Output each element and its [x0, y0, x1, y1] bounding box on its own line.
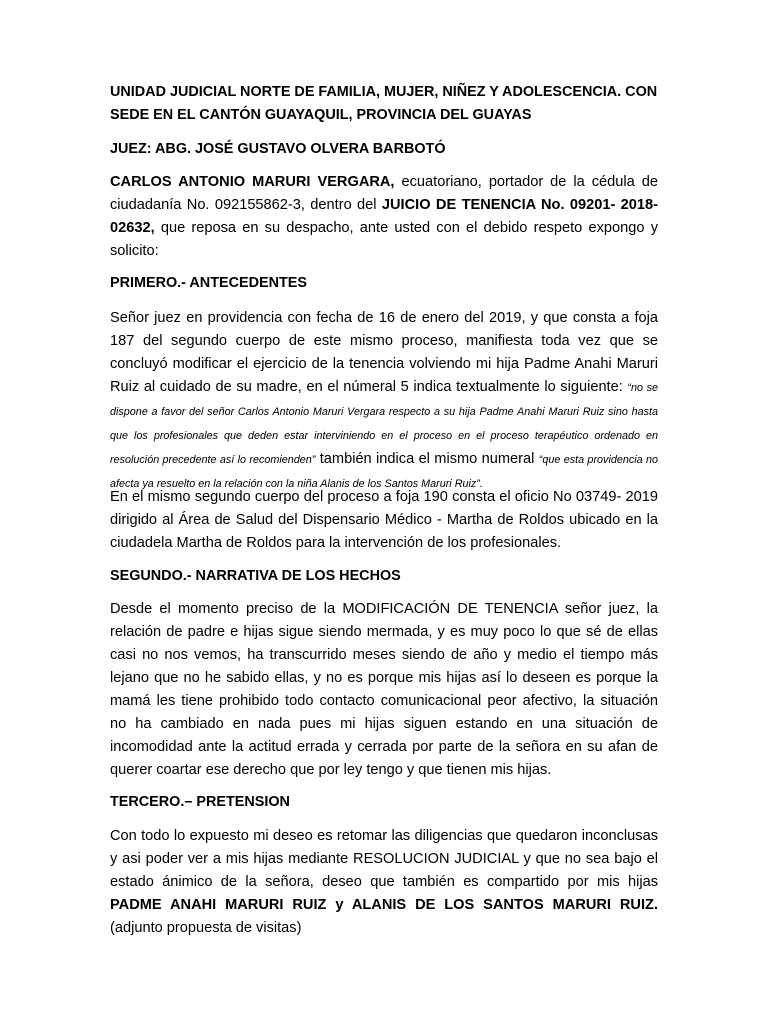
section-1-paragraph-1 [110, 307, 658, 496]
section-1-quote-2: “que esta providencia no afecta ya resuelto en la relación con la niña Alanis de los Santos Maruri Ruiz”. [110, 454, 658, 490]
section-1-mid-text: también indica el mismo numeral [315, 451, 539, 467]
section-3-end-text: (adjunto propuesta de visitas) [110, 920, 302, 936]
court-heading: UNIDAD JUDICIAL NORTE DE FAMILIA, MUJER, NIÑEZ Y ADOLESCENCIA. CON SEDE EN EL CANTÓN GUAYAQUIL, PROVINCIA DEL GUAYAS [110, 84, 658, 123]
section-2-paragraph: Desde el momento preciso de la MODIFICACIÓN DE TENENCIA señor juez, la relación de padre e hijas sigue siendo mermada, y es muy poco lo que sé de ellas casi no nos vemos, ha transcurrido meses siendo de año y medio el tiempo más lejano que no he sabido ellas, y no es porque mis hijas así lo deseen es porque la mamá les tiene prohibido todo contacto comunicacional peor afectivo, la situación no ha cambiado en nada pues mi hijas siguen estando en una situación de incomodidad ante la actitud errada y cerrada por parte de la señora en su afan de querer coartar ese derecho que por ley tengo y que tienen mis hijas. [110, 601, 658, 778]
daughters-names: PADME ANAHI MARURI RUIZ y ALANIS DE LOS SANTOS MARURI RUIZ. [110, 897, 658, 913]
section-1-paragraph-2: En el mismo segundo cuerpo del proceso a foja 190 consta el oficio No 03749- 2019 dirigido al Área de Salud del Dispensario Médico - Martha de Roldos ubicado en la ciudadela Martha de Roldos para la intervención de los profesionales. [110, 489, 658, 551]
petitioner-name: CARLOS ANTONIO MARURI VERGARA, [110, 174, 395, 190]
intro-text-2: que reposa en su despacho, ante usted con el debido respeto expongo y solicito: [110, 220, 658, 259]
section-3-paragraph [110, 825, 658, 940]
intro-paragraph [110, 171, 658, 263]
section-2-title: SEGUNDO.- NARRATIVA DE LOS HECHOS [110, 568, 401, 584]
section-3-title: TERCERO.– PRETENSION [110, 794, 290, 810]
intro-text-1: ecuatoriano, portador de la cédula de ciudadanía No. 092155862-3, dentro del [110, 174, 658, 213]
section-1-title: PRIMERO.- ANTECEDENTES [110, 275, 307, 291]
section-1-quote-1: “no se dispone a favor del señor Carlos Antonio Maruri Vergara respecto a su hija Padme Anahi Maruri Ruiz sino hasta que los profesionales que deden estar interviniendo en el proceso en el proceso terapéutico ordenado en resolución precedente así lo recomienden” [110, 382, 658, 466]
section-1-text: Señor juez en providencia con fecha de 16 de enero del 2019, y que consta a foja 187 del segundo cuerpo de este mismo proceso, manifiesta toda vez que se concluyó modificar el ejercicio de la tenencia volviendo mi hija Padme Anahi Maruri Ruiz al cuidado de su madre, en el númeral 5 indica textualmente lo siguiente: [110, 310, 658, 395]
section-3-text: Con todo lo expuesto mi deseo es retomar las diligencias que quedaron inconclusas y asi poder ver a mis hijas mediante RESOLUCION JUDICIAL y que no sea bajo el estado ánimico de la señora, deseo que también es compartido por mis hijas [110, 828, 658, 890]
case-number: JUICIO DE TENENCIA No. 09201- 2018-02632, [110, 197, 659, 236]
judge-heading: JUEZ: ABG. JOSÉ GUSTAVO OLVERA BARBOTÓ [110, 141, 446, 157]
